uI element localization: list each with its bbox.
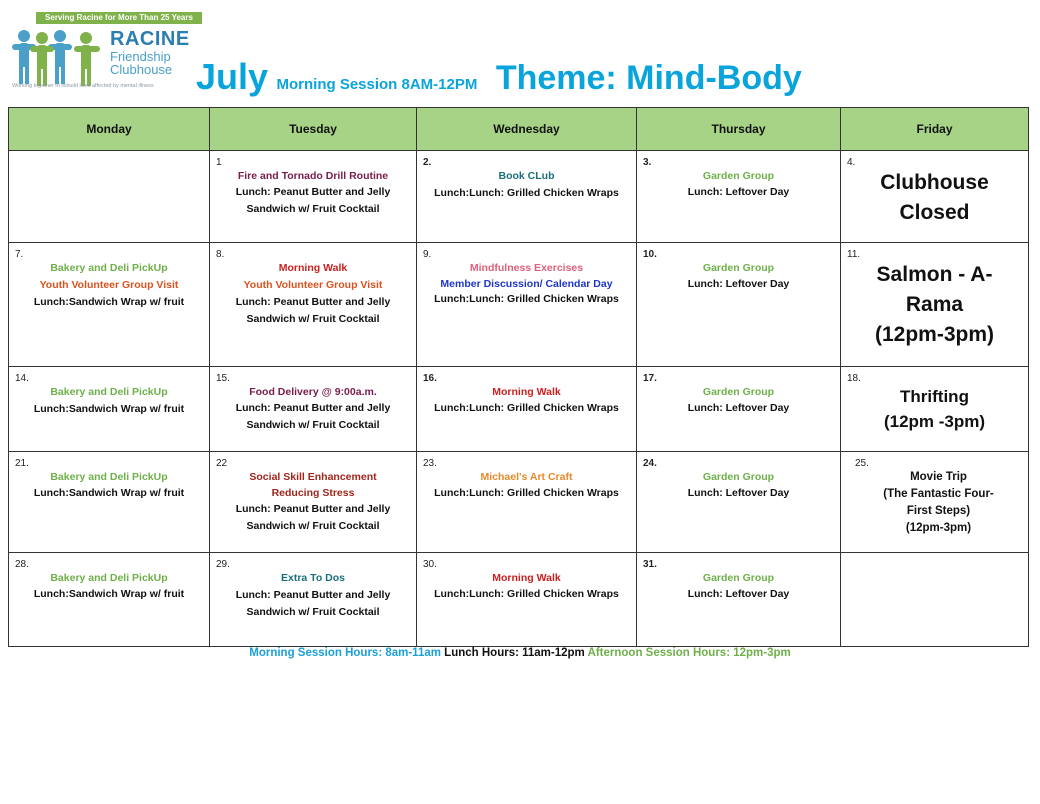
event-label: Bakery and Deli PickUp	[50, 572, 168, 584]
title-session: Morning Session 8AM-12PM	[276, 76, 478, 93]
event-label: Extra To Dos	[281, 572, 345, 584]
lunch-label: Lunch:Lunch: Grilled Chicken Wraps	[434, 402, 619, 414]
event-title: Salmon - A-	[876, 263, 993, 286]
day-cell	[210, 243, 417, 367]
lunch-hours: Lunch Hours: 11am-12pm	[444, 647, 585, 659]
day-number: 25.	[855, 458, 869, 469]
page-title	[196, 56, 802, 98]
event-detail: (The Fantastic Four-	[883, 488, 994, 500]
lunch-label: Lunch: Leftover Day	[687, 487, 790, 499]
day-number: 2.	[423, 157, 432, 168]
lunch-label: Lunch: Peanut Butter and Jelly Sandwich w/ Fruit Cocktail	[235, 503, 391, 532]
event-label: Garden Group	[702, 572, 775, 584]
event-label: Youth Volunteer Group Visit	[39, 279, 179, 291]
day-cell	[210, 553, 417, 647]
lunch-label: Lunch:Sandwich Wrap w/ fruit	[33, 403, 185, 415]
lunch-label: Lunch: Leftover Day	[687, 402, 790, 414]
day-number: 16.	[423, 373, 437, 384]
event-label: Bakery and Deli PickUp	[50, 386, 168, 398]
lunch-label: Lunch: Peanut Butter and Jelly Sandwich w/ Fruit Cocktail	[235, 402, 391, 431]
day-cell-empty	[841, 553, 1029, 647]
lunch-label: Lunch:Sandwich Wrap w/ fruit	[33, 296, 185, 308]
day-cell	[841, 243, 1029, 367]
event-label: Social Skill Enhancement	[249, 471, 377, 483]
day-number: 11.	[847, 249, 861, 260]
day-cell	[637, 553, 841, 647]
day-cell	[417, 553, 637, 647]
day-number: 14.	[15, 373, 29, 384]
lunch-label: Lunch:Lunch: Grilled Chicken Wraps	[434, 588, 619, 600]
event-time: (12pm -3pm)	[883, 412, 986, 431]
event-label: Morning Walk	[492, 386, 561, 398]
day-number: 21.	[15, 458, 29, 469]
day-number: 1	[216, 157, 222, 168]
lunch-label: Lunch: Peanut Butter and Jelly Sandwich w/ Fruit Cocktail	[235, 186, 391, 215]
day-number: 4.	[847, 157, 856, 168]
day-cell	[210, 452, 417, 553]
day-cell	[637, 243, 841, 367]
day-number: 15.	[216, 373, 230, 384]
clubhouse-logo	[10, 12, 192, 92]
lunch-label: Lunch: Leftover Day	[687, 186, 790, 198]
logo-motto: Working together to rebuild lives affected by mental illness	[12, 83, 154, 89]
day-cell	[417, 452, 637, 553]
week-row	[9, 367, 1029, 452]
event-label: Food Delivery @ 9:00a.m.	[249, 386, 377, 398]
event-title: Movie Trip	[910, 471, 967, 483]
day-cell	[841, 452, 1029, 553]
event-label: Morning Walk	[492, 572, 561, 584]
day-number: 24.	[643, 458, 657, 469]
closed-label: Closed	[899, 201, 970, 224]
session-hours-footer	[0, 647, 1040, 659]
morning-hours: Morning Session Hours: 8am-11am	[249, 647, 441, 659]
title-theme: Theme: Mind-Body	[495, 59, 802, 97]
day-cell	[210, 367, 417, 452]
week-row	[9, 452, 1029, 553]
day-cell	[637, 151, 841, 243]
closed-label: Clubhouse	[880, 171, 989, 194]
lunch-label: Lunch:Lunch: Grilled Chicken Wraps	[434, 487, 619, 499]
day-number: 8.	[216, 249, 225, 260]
day-number: 17.	[643, 373, 657, 384]
week-row	[9, 151, 1029, 243]
event-label: Book CLub	[498, 170, 555, 182]
logo-name-friendship: Friendship	[110, 49, 171, 64]
header-wednesday: Wednesday	[417, 108, 637, 151]
calendar-table	[8, 107, 1029, 647]
day-cell	[9, 553, 210, 647]
event-label: Bakery and Deli PickUp	[50, 262, 168, 274]
day-number: 28.	[15, 559, 29, 570]
day-number: 31.	[643, 559, 657, 570]
event-label: Youth Volunteer Group Visit	[243, 279, 383, 291]
day-cell	[841, 151, 1029, 243]
header-monday: Monday	[9, 108, 210, 151]
people-figures-icon	[10, 26, 110, 88]
logo-name-clubhouse: Clubhouse	[110, 62, 173, 77]
week-row	[9, 243, 1029, 367]
event-label: Michael's Art Craft	[480, 471, 573, 483]
day-cell	[637, 367, 841, 452]
event-label: Garden Group	[702, 386, 775, 398]
logo-name-racine: RACINE	[110, 28, 190, 50]
day-cell-empty	[9, 151, 210, 243]
event-label: Reducing Stress	[271, 487, 355, 499]
event-label: Morning Walk	[278, 262, 348, 274]
day-cell	[637, 452, 841, 553]
day-number: 10.	[643, 249, 657, 260]
day-number: 23.	[423, 458, 437, 469]
event-label: Mindfulness Exercises	[469, 262, 584, 274]
event-title: Thrifting	[900, 387, 969, 406]
day-number: 18.	[847, 373, 861, 384]
day-cell	[9, 452, 210, 553]
day-cell	[417, 367, 637, 452]
day-number: 22	[216, 458, 228, 469]
day-number: 3.	[643, 157, 652, 168]
event-label: Garden Group	[702, 170, 775, 182]
day-cell	[417, 151, 637, 243]
day-number: 30.	[423, 559, 437, 570]
lunch-label: Lunch:Lunch: Grilled Chicken Wraps	[434, 293, 619, 305]
lunch-label: Lunch: Peanut Butter and Jelly Sandwich w/ Fruit Cocktail	[235, 296, 391, 325]
event-label: Garden Group	[702, 471, 775, 483]
lunch-label: Lunch: Leftover Day	[687, 588, 790, 600]
day-cell	[9, 367, 210, 452]
header-thursday: Thursday	[637, 108, 841, 151]
day-cell	[210, 151, 417, 243]
lunch-label: Lunch:Sandwich Wrap w/ fruit	[33, 588, 185, 600]
header-tuesday: Tuesday	[210, 108, 417, 151]
calendar-header-row	[9, 108, 1029, 151]
event-time: (12pm-3pm)	[905, 522, 972, 534]
event-title: Rama	[905, 293, 964, 316]
event-label: Fire and Tornado Drill Routine	[237, 170, 389, 182]
event-label: Member Discussion/ Calendar Day	[440, 278, 613, 290]
afternoon-hours: Afternoon Session Hours: 12pm-3pm	[587, 647, 791, 659]
day-number: 7.	[15, 249, 24, 260]
lunch-label: Lunch: Leftover Day	[687, 278, 790, 290]
header-friday: Friday	[841, 108, 1029, 151]
lunch-label: Lunch:Sandwich Wrap w/ fruit	[33, 487, 185, 499]
title-month: July	[196, 56, 269, 97]
event-detail: First Steps)	[906, 505, 971, 517]
lunch-label: Lunch: Peanut Butter and Jelly Sandwich w/ Fruit Cocktail	[235, 589, 391, 618]
event-label: Garden Group	[702, 262, 775, 274]
week-row	[9, 553, 1029, 647]
event-time: (12pm-3pm)	[874, 323, 995, 346]
event-label: Bakery and Deli PickUp	[50, 471, 168, 483]
day-cell	[841, 367, 1029, 452]
lunch-label: Lunch:Lunch: Grilled Chicken Wraps	[434, 187, 619, 199]
logo-tagline: Serving Racine for More Than 25 Years	[36, 12, 202, 24]
day-cell	[9, 243, 210, 367]
day-number: 9.	[423, 249, 432, 260]
day-number: 29.	[216, 559, 230, 570]
day-cell	[417, 243, 637, 367]
